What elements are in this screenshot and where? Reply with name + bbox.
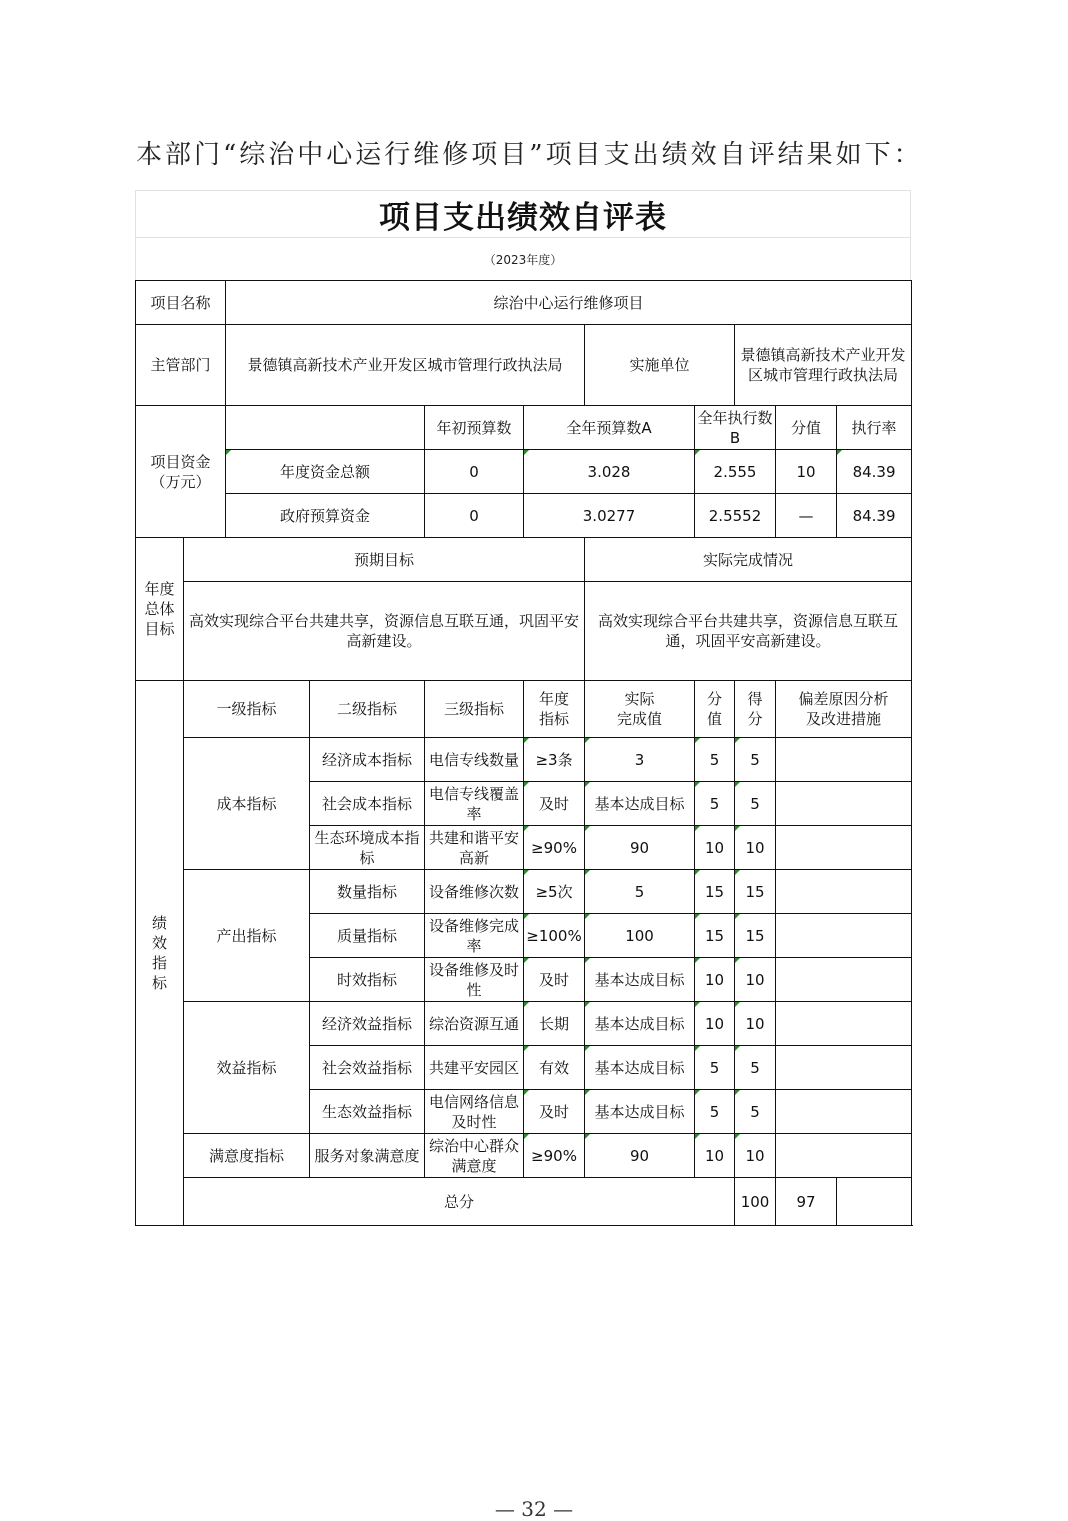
indicator-note [776,914,912,958]
ind-header-note [776,681,912,738]
indicator-level3: 电信网络信息及时性 [425,1090,524,1134]
funds-row-gov [136,494,912,538]
indicator-level2: 生态环境成本指标 [310,826,425,870]
indicator-level2: 数量指标 [310,870,425,914]
goals-header-row [136,538,912,582]
ind-header-weight [695,681,735,738]
indicator-actual: 基本达成目标 [585,782,695,826]
funds-header-initial: 年初预算数 [425,406,524,450]
funds-row-initial: 0 [425,494,524,538]
indicator-weight: 15 [695,870,735,914]
indicator-score: 15 [735,870,776,914]
indicator-level2: 生态效益指标 [310,1090,425,1134]
funds-header-executed: 全年执行数B [695,406,776,450]
total-row [136,1178,912,1226]
impl-label: 实施单位 [585,325,735,406]
evaluation-sheet [135,190,911,1226]
indicator-level2: 经济效益指标 [310,1002,425,1046]
indicator-level1: 效益指标 [184,1002,310,1134]
goals-actual-label: 实际完成情况 [585,538,912,582]
indicator-note [776,1046,912,1090]
indicator-weight: 5 [695,1090,735,1134]
ind-header-level1: 一级指标 [184,681,310,738]
impl-value: 景德镇高新技术产业开发区城市管理行政执法局 [735,325,912,406]
indicator-target: 及时 [524,958,585,1002]
funds-row-score-value: — [776,494,837,538]
indicator-level3: 共建和谐平安高新 [425,826,524,870]
indicator-weight: 5 [695,782,735,826]
indicator-weight: 10 [695,826,735,870]
indicator-score: 10 [735,1002,776,1046]
indicator-row [136,870,912,914]
indicator-score: 10 [735,1134,776,1178]
funds-row-executed: 2.555 [695,450,776,494]
funds-row-name: 政府预算资金 [226,494,425,538]
department-row [136,325,912,406]
indicator-note [776,1002,912,1046]
indicator-target: 有效 [524,1046,585,1090]
indicator-target: 及时 [524,782,585,826]
indicator-level3: 设备维修完成率 [425,914,524,958]
indicator-target: 及时 [524,1090,585,1134]
ind-header-score-text: 得 分 [747,690,763,728]
indicator-level3: 综治中心群众满意度 [425,1134,524,1178]
dept-value: 景德镇高新技术产业开发区城市管理行政执法局 [226,325,585,406]
funds-header-rate: 执行率 [837,406,912,450]
indicator-actual: 基本达成目标 [585,1046,695,1090]
indicator-actual: 100 [585,914,695,958]
ind-header-target-text: 年度 指标 [539,690,570,728]
indicator-level1: 产出指标 [184,870,310,1002]
ind-header-level3: 三级指标 [425,681,524,738]
indicator-row [136,1134,912,1178]
indicator-actual: 基本达成目标 [585,1090,695,1134]
indicator-level3: 共建平安园区 [425,1046,524,1090]
ind-header-target [524,681,585,738]
funds-row-score-value: 10 [776,450,837,494]
ind-header-actual [585,681,695,738]
indicator-actual: 基本达成目标 [585,958,695,1002]
indicator-weight: 10 [695,1002,735,1046]
indicator-actual: 基本达成目标 [585,1002,695,1046]
indicator-level2: 社会效益指标 [310,1046,425,1090]
indicator-note [776,782,912,826]
indicator-score: 5 [735,738,776,782]
funds-row-name: 年度资金总额 [226,450,425,494]
indicator-target: ≥3条 [524,738,585,782]
indicator-score: 5 [735,1090,776,1134]
project-name-value: 综治中心运行维修项目 [226,281,912,325]
indicator-level3: 电信专线数量 [425,738,524,782]
indicator-score: 15 [735,914,776,958]
goals-expected-text: 高效实现综合平台共建共享，资源信息互联互通，巩固平安高新建设。 [184,582,585,681]
total-label: 总分 [184,1178,735,1226]
indicator-actual: 90 [585,1134,695,1178]
indicator-actual: 90 [585,826,695,870]
indicators-label [136,681,184,1226]
funds-label [136,406,226,538]
indicator-weight: 15 [695,914,735,958]
indicator-note [776,958,912,1002]
goals-content-row [136,582,912,681]
funds-row-rate: 84.39 [837,450,912,494]
funds-row-total [136,450,912,494]
dept-label: 主管部门 [136,325,226,406]
indicator-weight: 10 [695,958,735,1002]
indicator-level3: 综治资源互通 [425,1002,524,1046]
page-number: — 32 — [494,1497,574,1521]
indicator-score: 10 [735,826,776,870]
total-score: 97 [776,1178,837,1226]
indicators-header-row [136,681,912,738]
indicator-target: ≥100% [524,914,585,958]
indicator-level2: 服务对象满意度 [310,1134,425,1178]
funds-header-row [136,406,912,450]
ind-header-level2: 二级指标 [310,681,425,738]
indicator-note [776,1134,912,1178]
indicator-target: 长期 [524,1002,585,1046]
indicator-level2: 时效指标 [310,958,425,1002]
funds-row-annual: 3.0277 [524,494,695,538]
indicator-note [776,1090,912,1134]
funds-header-score-value: 分值 [776,406,837,450]
funds-row-executed: 2.5552 [695,494,776,538]
indicator-level2: 经济成本指标 [310,738,425,782]
goals-label-text: 年度 总体 目标 [144,580,175,638]
goals-label [136,538,184,681]
indicator-level2: 质量指标 [310,914,425,958]
indicator-weight: 5 [695,738,735,782]
intro-text: 本部门“综治中心运行维修项目”项目支出绩效自评结果如下： [136,140,923,170]
ind-header-weight-text: 分 值 [707,690,723,728]
indicator-level1: 满意度指标 [184,1134,310,1178]
ind-header-note-text: 偏差原因分析 及改进措施 [798,690,889,728]
funds-row-rate: 84.39 [837,494,912,538]
indicator-weight: 5 [695,1046,735,1090]
funds-header-annual: 全年预算数A [524,406,695,450]
indicator-actual: 5 [585,870,695,914]
funds-row-initial: 0 [425,450,524,494]
project-name-label: 项目名称 [136,281,226,325]
indicator-target: ≥5次 [524,870,585,914]
indicator-score: 10 [735,958,776,1002]
total-note [837,1178,912,1226]
evaluation-table [135,280,912,1226]
project-name-row [136,281,912,325]
indicator-level2: 社会成本指标 [310,782,425,826]
indicator-row [136,1002,912,1046]
indicator-note [776,826,912,870]
funds-header-blank [226,406,425,450]
indicator-row [136,738,912,782]
ind-header-score [735,681,776,738]
indicators-label-text: 绩 效 指 标 [151,914,167,992]
indicator-note [776,870,912,914]
indicator-score: 5 [735,1046,776,1090]
total-weight: 100 [735,1178,776,1226]
indicator-level3: 设备维修次数 [425,870,524,914]
table-year: （2023年度） [135,237,911,280]
funds-label-text: 项目资金 （万元） [150,452,211,491]
table-title: 项目支出绩效自评表 [135,190,911,237]
goals-actual-text: 高效实现综合平台共建共享，资源信息互联互通，巩固平安高新建设。 [585,582,912,681]
indicator-level1: 成本指标 [184,738,310,870]
indicator-actual: 3 [585,738,695,782]
goals-expected-label: 预期目标 [184,538,585,582]
indicator-level3: 设备维修及时性 [425,958,524,1002]
indicator-target: ≥90% [524,826,585,870]
indicator-note [776,738,912,782]
funds-row-annual: 3.028 [524,450,695,494]
ind-header-actual-text: 实际 完成值 [617,690,663,728]
indicator-weight: 10 [695,1134,735,1178]
indicator-score: 5 [735,782,776,826]
indicator-target: ≥90% [524,1134,585,1178]
indicator-level3: 电信专线覆盖率 [425,782,524,826]
